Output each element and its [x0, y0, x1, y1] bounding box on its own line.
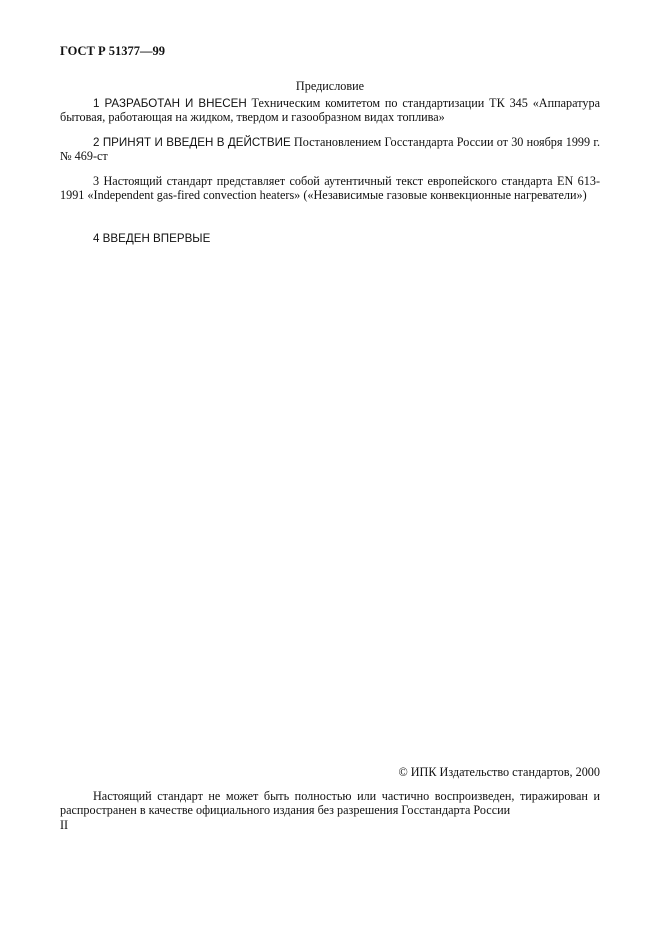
- paragraph-lead: 1 РАЗРАБОТАН И ВНЕСЕН: [93, 97, 247, 110]
- paragraph-2: [60, 136, 600, 163]
- paragraph-3: [60, 175, 600, 202]
- section-title: Предисловие: [295, 79, 365, 93]
- paragraph-text: 3 Настоящий стандарт представляет собой аутентичный текст европейского стандарта EN 613-1991 «Independent gas-fired convection heaters» («Независимые газовые конвекционные нагреватели»): [60, 174, 600, 202]
- paragraph-lead: 4 ВВЕДЕН ВПЕРВЫЕ: [93, 232, 211, 245]
- paragraph-lead: 2 ПРИНЯТ И ВВЕДЕН В ДЕЙСТВИЕ: [93, 136, 291, 149]
- paragraph-text: Постановлением Госстандарта России от 30 ноября 1999 г. № 469-ст: [60, 135, 600, 163]
- copyright: © ИПК Издательство стандартов, 2000: [398, 765, 600, 779]
- page-number: II: [60, 818, 69, 832]
- paragraph-4: [60, 232, 600, 246]
- document-code: ГОСТ Р 51377—99: [60, 44, 166, 58]
- paragraph-1: [60, 97, 600, 124]
- reproduction-notice: Настоящий стандарт не может быть полностью или частично воспроизведен, тиражирован и распространен в качестве официального издания без разрешения Госстандарта России: [60, 789, 600, 817]
- paragraph-text: Техническим комитетом по стандартизации ТК 345 «Аппаратура бытовая, работающая на жидком, твердом и газообразном видах топлива»: [60, 96, 601, 124]
